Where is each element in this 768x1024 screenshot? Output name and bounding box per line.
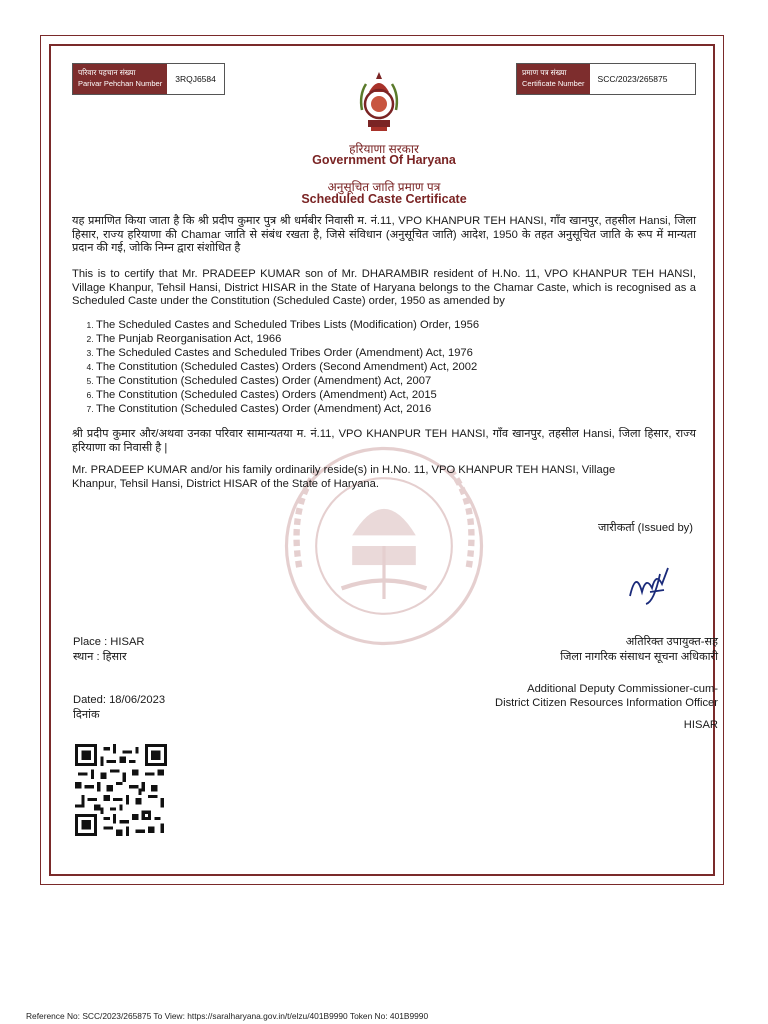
place-label: Place : HISAR [73,636,145,648]
certification-paragraph-hindi: यह प्रमाणित किया जाता है कि श्री प्रदीप कुमार पुत्र श्री धर्मबीर निवासी म. नं.11, VPO KHANPUR TEH HANSI, गाँव खानपुर, तहसील Hansi, जिला हिसार, राज्य हरियाणा की Chamar जाति से संबंध रखता है, जिसे संविधान (अनुसूचित जाति) आदेश, 1950 के तहत अनुसूचित जाति के रूप में मान्यता प्रदान की गई, जोकि निम्न द्वारा संशोधित है [72,215,696,255]
date-issued: Dated: 18/06/2023 [73,694,166,706]
amendment-act-item: 1. The Scheduled Castes and Scheduled Tribes Lists (Modification) Order, 1956 [96,318,656,332]
certificate-number-label-english: Certificate Number [522,79,585,88]
family-id-value: 3RQJ6584 [175,74,216,84]
reference-footer: Reference No: SCC/2023/265875 To View: https://saralharyana.gov.in/t/elzu/401B9990 Token No: 401B9990 [26,1011,429,1021]
amendment-act-item: 6. The Constitution (Scheduled Castes) Orders (Amendment) Act, 2015 [96,388,656,402]
amendment-act-item: 5. The Constitution (Scheduled Castes) Order (Amendment) Act, 2007 [96,374,656,388]
certificate-number-box [516,63,696,95]
amendment-acts-list [72,318,656,416]
officer-designation-english-1: Additional Deputy Commissioner-cum- [527,683,718,695]
govt-title-english: Government Of Haryana [312,153,456,167]
family-id-label-hindi: परिवार पहचान संख्या [78,68,136,77]
qr-code[interactable] [75,744,167,836]
certificate-number-label [517,64,590,94]
family-id-label [73,64,167,94]
officer-signature [624,562,676,606]
date-label-hindi: दिनांक [73,709,100,721]
officer-designation-hindi-1: अतिरिक्त उपायुक्त-सह [625,636,718,648]
amendment-act-item: 7. The Constitution (Scheduled Castes) Order (Amendment) Act, 2016 [96,402,656,416]
family-id-label-english: Parivar Pehchan Number [78,79,163,88]
certificate-number-label-hindi: प्रमाण पत्र संख्या [522,68,567,77]
certificate-number-value: SCC/2023/265875 [597,74,668,84]
amendment-act-item: 4. The Constitution (Scheduled Castes) Orders (Second Amendment) Act, 2002 [96,360,656,374]
certification-paragraph-english: This is to certify that Mr. PRADEEP KUMAR son of Mr. DHARAMBIR resident of H.No. 11, VPO KHANPUR TEH HANSI, Village Khanpur, Tehsil Hansi, District HISAR in the State of Haryana belongs to the Chamar Caste, which is recognised as a Scheduled Caste under the Constitution (Scheduled Caste) order, 1950 as amended by [72,268,696,308]
govt-title-hindi: हरियाणा सरकार [349,142,419,156]
officer-designation-english-2: District Citizen Resources Information Officer [495,697,718,709]
residence-paragraph-english: Mr. PRADEEP KUMAR and/or his family ordinarily reside(s) in H.No. 11, VPO KHANPUR TEH HANSI, Village Khanpur, Tehsil Hansi, District HISAR of the State of Haryana. [72,464,616,490]
certificate-title-hindi: अनुसूचित जाति प्रमाण पत्र [327,180,441,194]
place-label-hindi: स्थान : हिसार [73,651,127,663]
amendment-act-item: 3. The Scheduled Castes and Scheduled Tribes Order (Amendment) Act, 1976 [96,346,656,360]
officer-designation-hindi-2: जिला नागरिक संसाधन सूचना अधिकारी [560,651,718,663]
haryana-emblem-icon [356,70,402,132]
officer-district: HISAR [683,719,718,731]
amendment-act-item: 2. The Punjab Reorganisation Act, 1966 [96,332,656,346]
issued-by-label: जारीकर्ता (Issued by) [598,522,693,534]
certificate-title-english: Scheduled Caste Certificate [301,192,467,206]
residence-paragraph-hindi: श्री प्रदीप कुमार और/अथवा उनका परिवार सामान्यतया म. नं.11, VPO KHANPUR TEH HANSI, गाँव खानपुर, तहसील Hansi, जिला हिसार, राज्य हरियाणा का निवासी है | [72,428,696,454]
family-id-box [72,63,225,95]
